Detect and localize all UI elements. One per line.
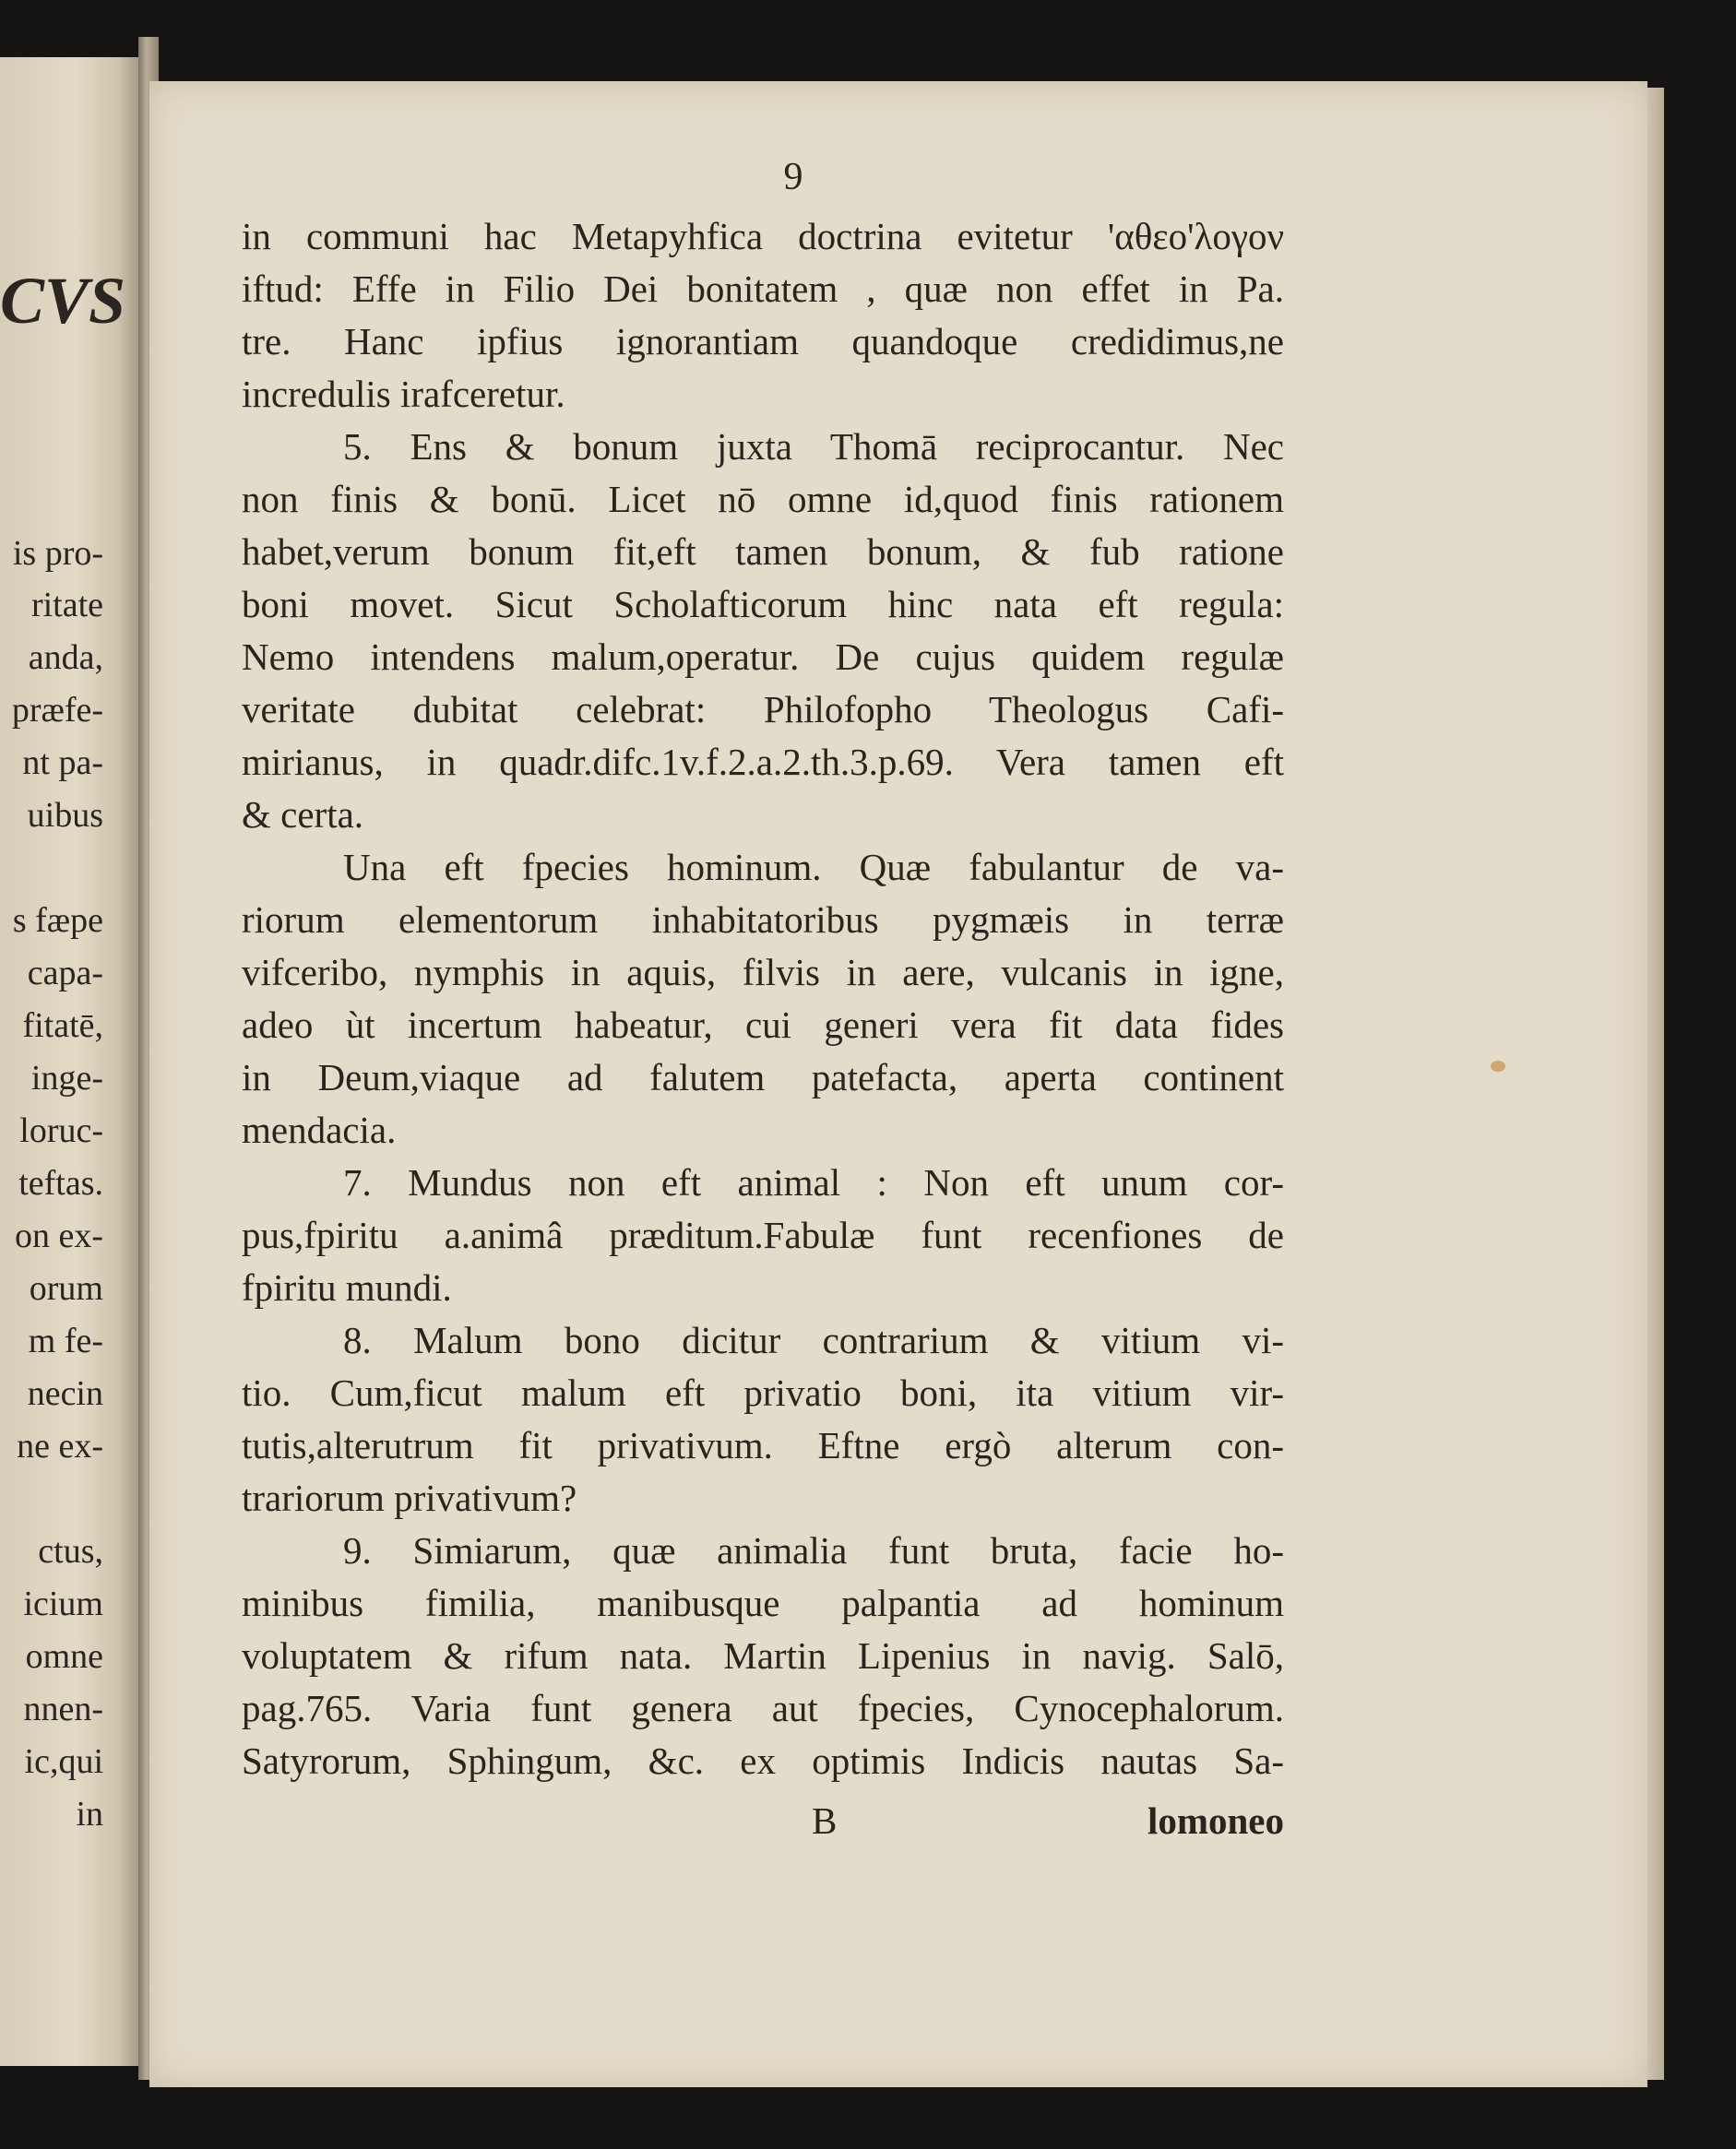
- text-line: 5. Ens & bonum juxta Thomā reciprocantur. Nec: [343, 425, 1284, 468]
- text-line: Satyrorum, Sphingum, &c. ex optimis Indicis nautas Sa-: [242, 1739, 1284, 1782]
- left-page-line: nnen-: [23, 1690, 103, 1728]
- text-line: mirianus, in quadr.difc.1v.f.2.a.2.th.3.p.69. Vera tamen eft: [242, 741, 1284, 783]
- text-line: minibus fimilia, manibusque palpantia ad hominum: [242, 1582, 1284, 1624]
- left-page-line: ritate: [30, 586, 103, 624]
- left-page-line: loruc-: [19, 1111, 103, 1150]
- left-page-line: icium: [23, 1585, 103, 1623]
- left-page-line: teftas.: [18, 1164, 103, 1203]
- text-line: adeo ùt incertum habeatur, cui generi vera fit data fides: [242, 1003, 1284, 1046]
- text-line: trariorum privativum?: [242, 1477, 577, 1519]
- page-edge: [1647, 88, 1664, 2080]
- text-line: boni movet. Sicut Scholafticorum hinc nata eft regula:: [242, 583, 1284, 625]
- catchword: lomoneo: [1147, 1799, 1284, 1842]
- text-line: in communi hac Metapyhfica doctrina evitetur 'αθεο'λογον: [242, 215, 1284, 257]
- text-line: Nemo intendens malum,operatur. De cujus quidem regulæ: [242, 635, 1284, 678]
- text-line: riorum elementorum inhabitatoribus pygmæis in terræ: [242, 898, 1284, 941]
- left-page-line: uibus: [27, 796, 103, 835]
- text-line: 8. Malum bono dicitur contrarium & vitium vi-: [343, 1319, 1284, 1361]
- text-line: tio. Cum,ficut malum eft privatio boni, ita vitium vir-: [242, 1371, 1284, 1414]
- left-page-line: on ex-: [14, 1217, 103, 1255]
- text-line: voluptatem & rifum nata. Martin Lipenius in navig. Salō,: [242, 1634, 1284, 1677]
- text-line: iftud: Effe in Filio Dei bonitatem , quæ non effet in Pa.: [242, 267, 1284, 310]
- body-text: [242, 210, 1284, 1787]
- left-page-line: in: [76, 1795, 103, 1834]
- text-line: mendacia.: [242, 1109, 397, 1151]
- text-line: tutis,alterutrum fit privativum. Eftne ergò alterum con-: [242, 1424, 1284, 1466]
- text-line: non finis & bonū. Licet nō omne id,quod finis rationem: [242, 478, 1284, 520]
- left-page-line: ctus,: [38, 1532, 103, 1571]
- left-page-line: m fe-: [28, 1322, 103, 1360]
- left-page-line: capa-: [27, 954, 103, 992]
- left-page-line: CVS: [0, 264, 126, 338]
- text-line: pus,fpiritu a.animâ præditum.Fabulæ funt recenfiones de: [242, 1214, 1284, 1256]
- left-facing-page: [0, 57, 138, 2066]
- text-line: tre. Hanc ipfius ignorantiam quandoque credidimus,ne: [242, 320, 1284, 362]
- text-line: habet,verum bonum fit,eft tamen bonum, & fub ratione: [242, 530, 1284, 573]
- left-page-line: anda,: [28, 638, 103, 677]
- text-line: in Deum,viaque ad falutem patefacta, aperta continent: [242, 1056, 1284, 1098]
- left-page-line: ne ex-: [17, 1427, 103, 1466]
- text-line: vifceribo, nymphis in aquis, filvis in aere, vulcanis in igne,: [242, 951, 1284, 993]
- signature-mark: B: [812, 1799, 838, 1842]
- page-number: 9: [783, 156, 803, 198]
- text-line: veritate dubitat celebrat: Philofopho Theologus Cafi-: [242, 688, 1284, 730]
- left-page-line: is pro-: [12, 534, 103, 573]
- text-line: pag.765. Varia funt genera aut fpecies, Cynocephalorum.: [242, 1687, 1284, 1729]
- text-line: fpiritu mundi.: [242, 1266, 452, 1309]
- left-page-line: s fæpe: [12, 901, 103, 940]
- text-line: Una eft fpecies hominum. Quæ fabulantur de va-: [343, 846, 1284, 888]
- left-page-line: fitatē,: [22, 1006, 103, 1045]
- text-line: 7. Mundus non eft animal : Non eft unum cor-: [343, 1161, 1284, 1204]
- left-page-line: necin: [27, 1374, 103, 1413]
- paper-stain: [1491, 1061, 1505, 1072]
- text-line: & certa.: [242, 793, 364, 836]
- left-page-line: omne: [25, 1637, 103, 1676]
- left-page-line: præfe-: [11, 691, 103, 730]
- page-footer: [242, 1799, 1284, 1854]
- left-page-line: nt pa-: [22, 743, 103, 782]
- left-page-line: orum: [29, 1269, 103, 1308]
- text-line: 9. Simiarum, quæ animalia funt bruta, facie ho-: [343, 1529, 1284, 1572]
- text-line: incredulis irafceretur.: [242, 373, 565, 415]
- left-page-line: ic,qui: [24, 1742, 103, 1781]
- left-page-line: inge-: [30, 1059, 103, 1098]
